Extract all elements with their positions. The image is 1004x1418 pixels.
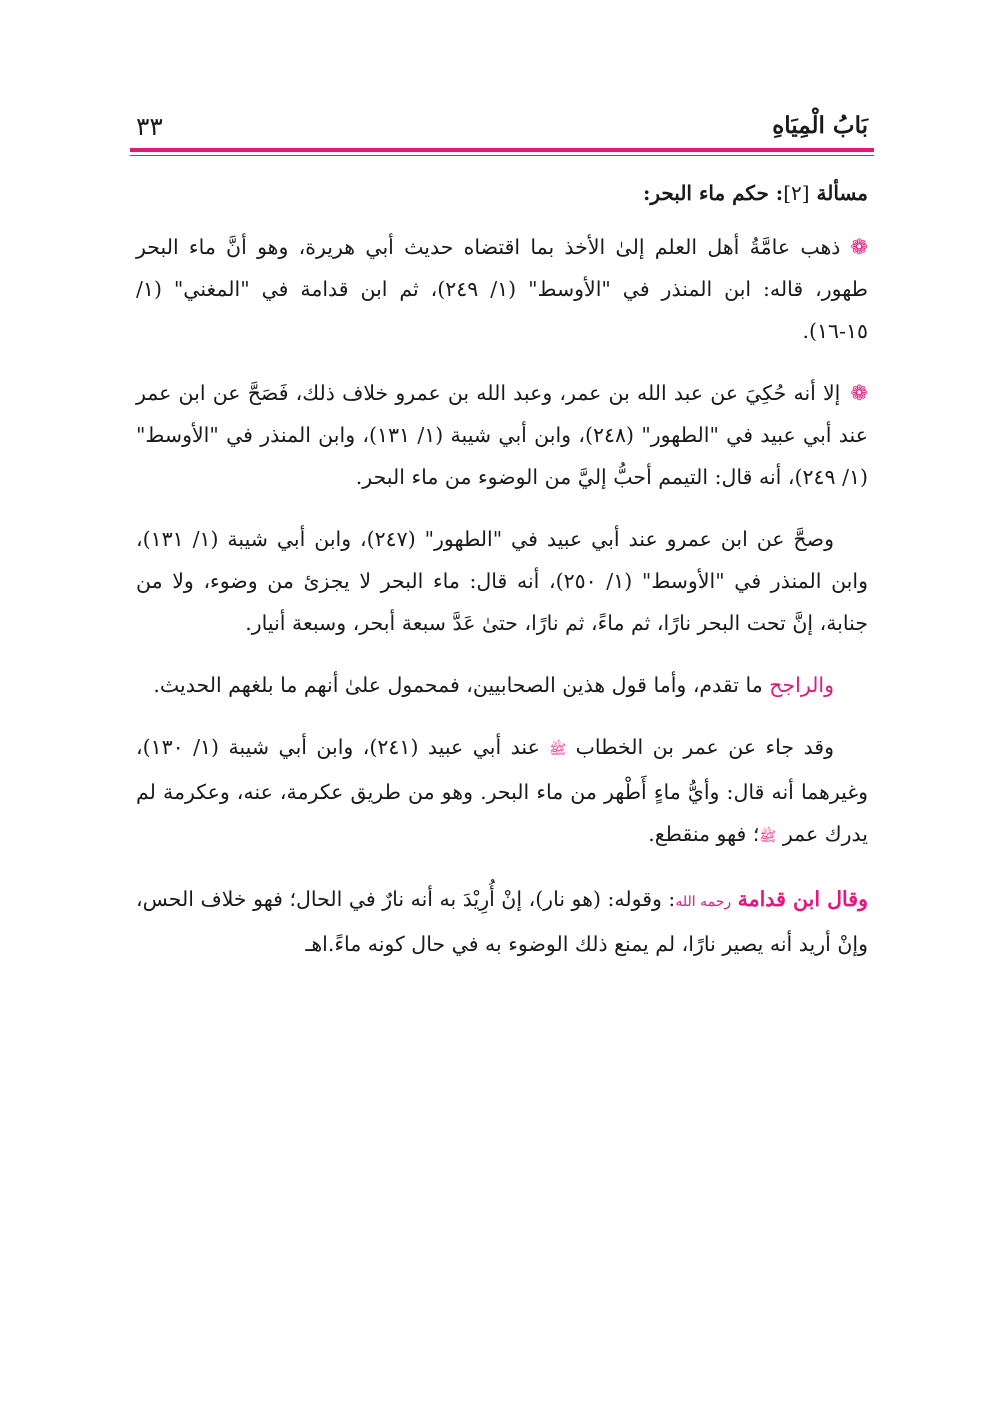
section-label: مسألة [816, 181, 868, 205]
flower-ornament-icon: ❁ [850, 381, 868, 405]
paragraph-5 [136, 726, 868, 858]
paragraph-4 [136, 664, 868, 706]
flower-ornament-icon: ❁ [850, 235, 868, 259]
page-body [136, 172, 868, 985]
paragraph-6-text: : وقوله: (هو نار)، إنْ أُرِيْدَ به أنه نارٌ في الحال؛ فهو خلاف الحس، وإنْ أريد أنه يصير نارًا، لم يمنع ذلك الوضوء به في حال كونه ماءً.اهـ [136, 887, 868, 956]
honorific-mark: ﷺ [759, 829, 777, 845]
section-ref: [٢] [783, 181, 810, 205]
section-heading [136, 172, 868, 214]
paragraph-1 [136, 226, 868, 352]
section-title: : حكم ماء البحر: [642, 181, 784, 205]
chapter-title: بَابُ الْمِيَاهِ [772, 112, 868, 139]
quoted-speaker: وقال ابن قدامة [737, 887, 868, 911]
paragraph-1-text: ذهب عامَّةُ أهل العلم إلىٰ الأخذ بما اقتضاه حديث أبي هريرة، وهو أنَّ ماء البحر طهور، قاله: ابن المنذر في "الأوسط" (١/ ٢٤٩)، ثم ابن قدامة في "المغني" (١/ ١٥-١٦). [136, 235, 868, 343]
paragraph-5-part2: عند أبي عبيد (٢٤١)، وابن أبي شيبة (١/ ١٣٠)، وغيرهما أنه قال: وأيُّ ماءٍ أَطْهر من ماء البحر. وهو من طريق عكرمة، عنه، وعكرمة لم يدرك عمر [136, 735, 868, 846]
preferred-view-label: والراجح [769, 673, 834, 697]
honorific-mark: رحمه الله [675, 894, 732, 910]
page-number: ٣٣ [136, 112, 163, 141]
paragraph-3-text: وصحَّ عن ابن عمرو عند أبي عبيد في "الطهور" (٢٤٧)، وابن أبي شيبة (١/ ١٣١)، وابن المنذر في "الأوسط" (١/ ٢٥٠)، أنه قال: ماء البحر لا يجزئ من وضوء، ولا من جنابة، إنَّ تحت البحر نارًا، ثم ماءً، ثم نارًا، حتىٰ عَدَّ سبعة أبحر، وسبعة أنيار. [136, 527, 868, 635]
paragraph-6 [136, 878, 868, 965]
page-header [136, 96, 868, 156]
paragraph-5-part3: ؛ فهو منقطع. [648, 822, 760, 846]
paragraph-2 [136, 372, 868, 498]
paragraph-5-part1: وقد جاء عن عمر بن الخطاب [566, 735, 834, 759]
header-rule-thick [130, 148, 874, 152]
header-rule-thin [130, 155, 874, 156]
paragraph-3 [136, 518, 868, 644]
paragraph-4-text: ما تقدم، وأما قول هذين الصحابيين، فمحمول علىٰ أنهم ما بلغهم الحديث. [153, 673, 770, 697]
honorific-mark: ﷺ [549, 742, 567, 758]
paragraph-2-text: إلا أنه حُكِيَ عن عبد الله بن عمر، وعبد الله بن عمرو خلاف ذلك، فَصَحَّ عن ابن عمر عند أبي عبيد في "الطهور" (٢٤٨)، وابن أبي شيبة (١/ ١٣١)، وابن المنذر في "الأوسط" (١/ ٢٤٩)، أنه قال: التيمم أحبُّ إليَّ من الوضوء من ماء البحر. [136, 381, 868, 489]
